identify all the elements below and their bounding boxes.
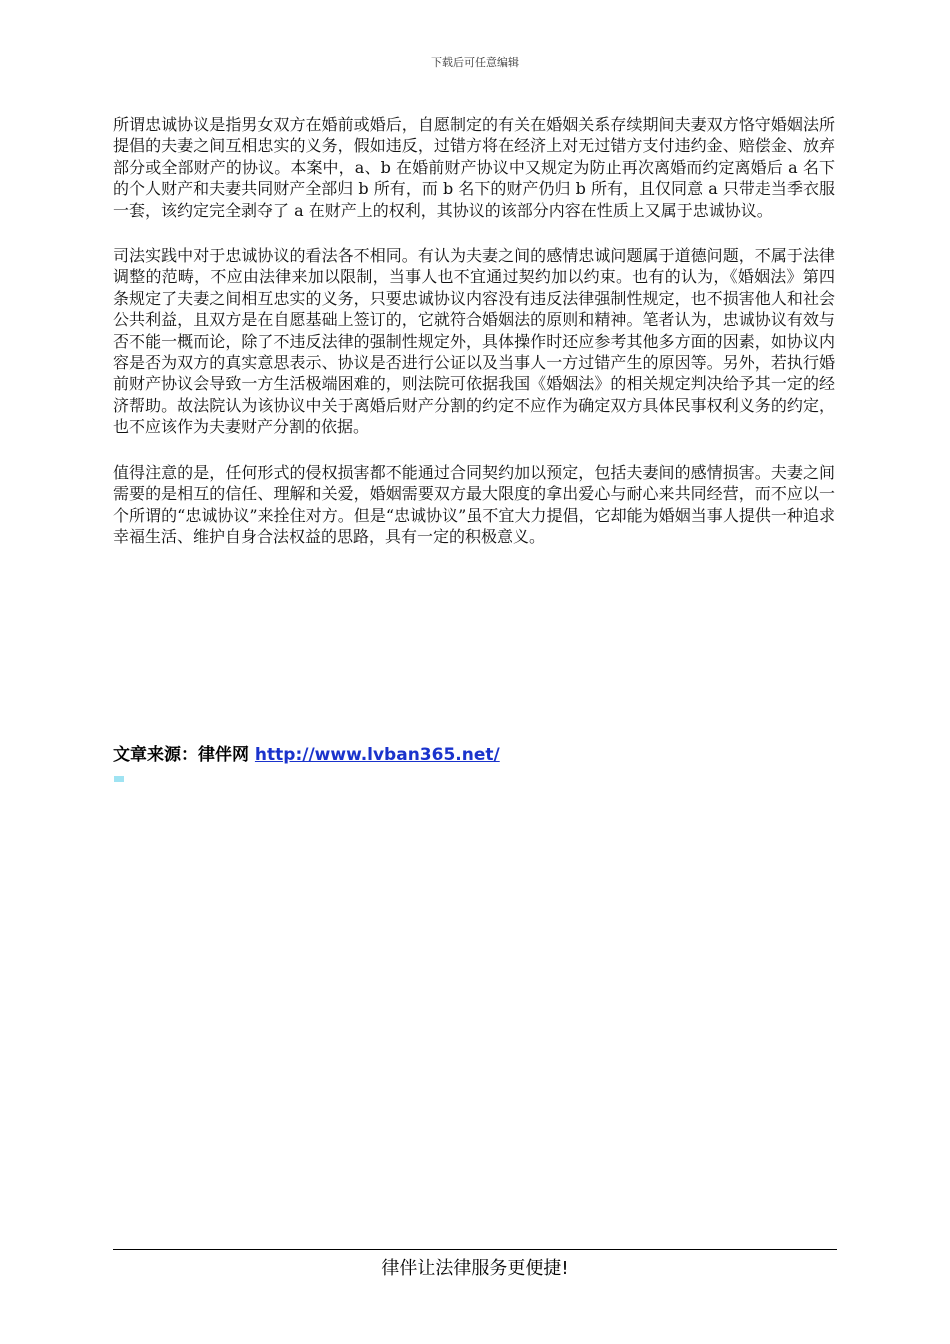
- footer-slogan: 律伴让法律服务更便捷!: [381, 1258, 569, 1279]
- paragraph-judicial-practice: 司法实践中对于忠诚协议的看法各不相同。有认为夫妻之间的感情忠诚问题属于道德问题，不属于法律调整的范畴，不应由法律来加以限制，当事人也不宜通过契约加以约束。也有的认为，《婚姻法》第四条规定了夫妻之间相互忠实的义务，只要忠诚协议内容没有违反法律强制性规定，也不损害他人和社会公共利益，且双方是在自愿基础上签订的，它就符合婚姻法的原则和精神。笔者认为，忠诚协议有效与否不能一概而论，除了不违反法律的强制性规定外，具体操作时还应参考其他多方面的因素，如协议内容是否为双方的真实意思表示、协议是否进行公证以及当事人一方过错产生的原因等。另外，若执行婚前财产协议会导致一方生活极端困难的，则法院可依据我国《婚姻法》的相关规定判决给予其一定的经济帮助。故法院认为该协议中关于离婚后财产分割的约定不应作为确定双方具体民事权利义务的约定，也不应该作为夫妻财产分割的依据。: [113, 246, 835, 437]
- footer-divider: [113, 1249, 837, 1250]
- page-header-note: 下载后可任意编辑: [431, 56, 519, 69]
- document-body: [113, 114, 835, 571]
- small-marker-block: [114, 776, 124, 782]
- paragraph-conclusion: 值得注意的是，任何形式的侵权损害都不能通过合同契约加以预定，包括夫妻间的感情损害。夫妻之间需要的是相互的信任、理解和关爱，婚姻需要双方最大限度的拿出爱心与耐心来共同经营，而不应以一个所谓的“忠诚协议”来拴住对方。但是“忠诚协议”虽不宜大力提倡，它却能为婚姻当事人提供一种追求幸福生活、维护自身合法权益的思路，具有一定的积极意义。: [113, 462, 835, 546]
- article-source-link[interactable]: http://www.lvban365.net/: [254, 745, 500, 765]
- article-source: [113, 740, 500, 765]
- paragraph-loyalty-agreement-definition: 所谓忠诚协议是指男女双方在婚前或婚后，自愿制定的有关在婚姻关系存续期间夫妻双方恪守婚姻法所提倡的夫妻之间互相忠实的义务，假如违反，过错方将在经济上对无过错方支付违约金、赔偿金、放弃部分或全部财产的协议。本案中，a、b 在婚前财产协议中又规定为防止再次离婚而约定离婚后 a 名下的个人财产和夫妻共同财产全部归 b 所有，而 b 名下的财产仍归 b 所有，且仅同意 a 只带走当季衣服一套，该约定完全剥夺了 a 在财产上的权利，其协议的该部分内容在性质上又属于忠诚协议。: [113, 115, 835, 220]
- article-source-label: 文章来源：律伴网: [113, 745, 255, 765]
